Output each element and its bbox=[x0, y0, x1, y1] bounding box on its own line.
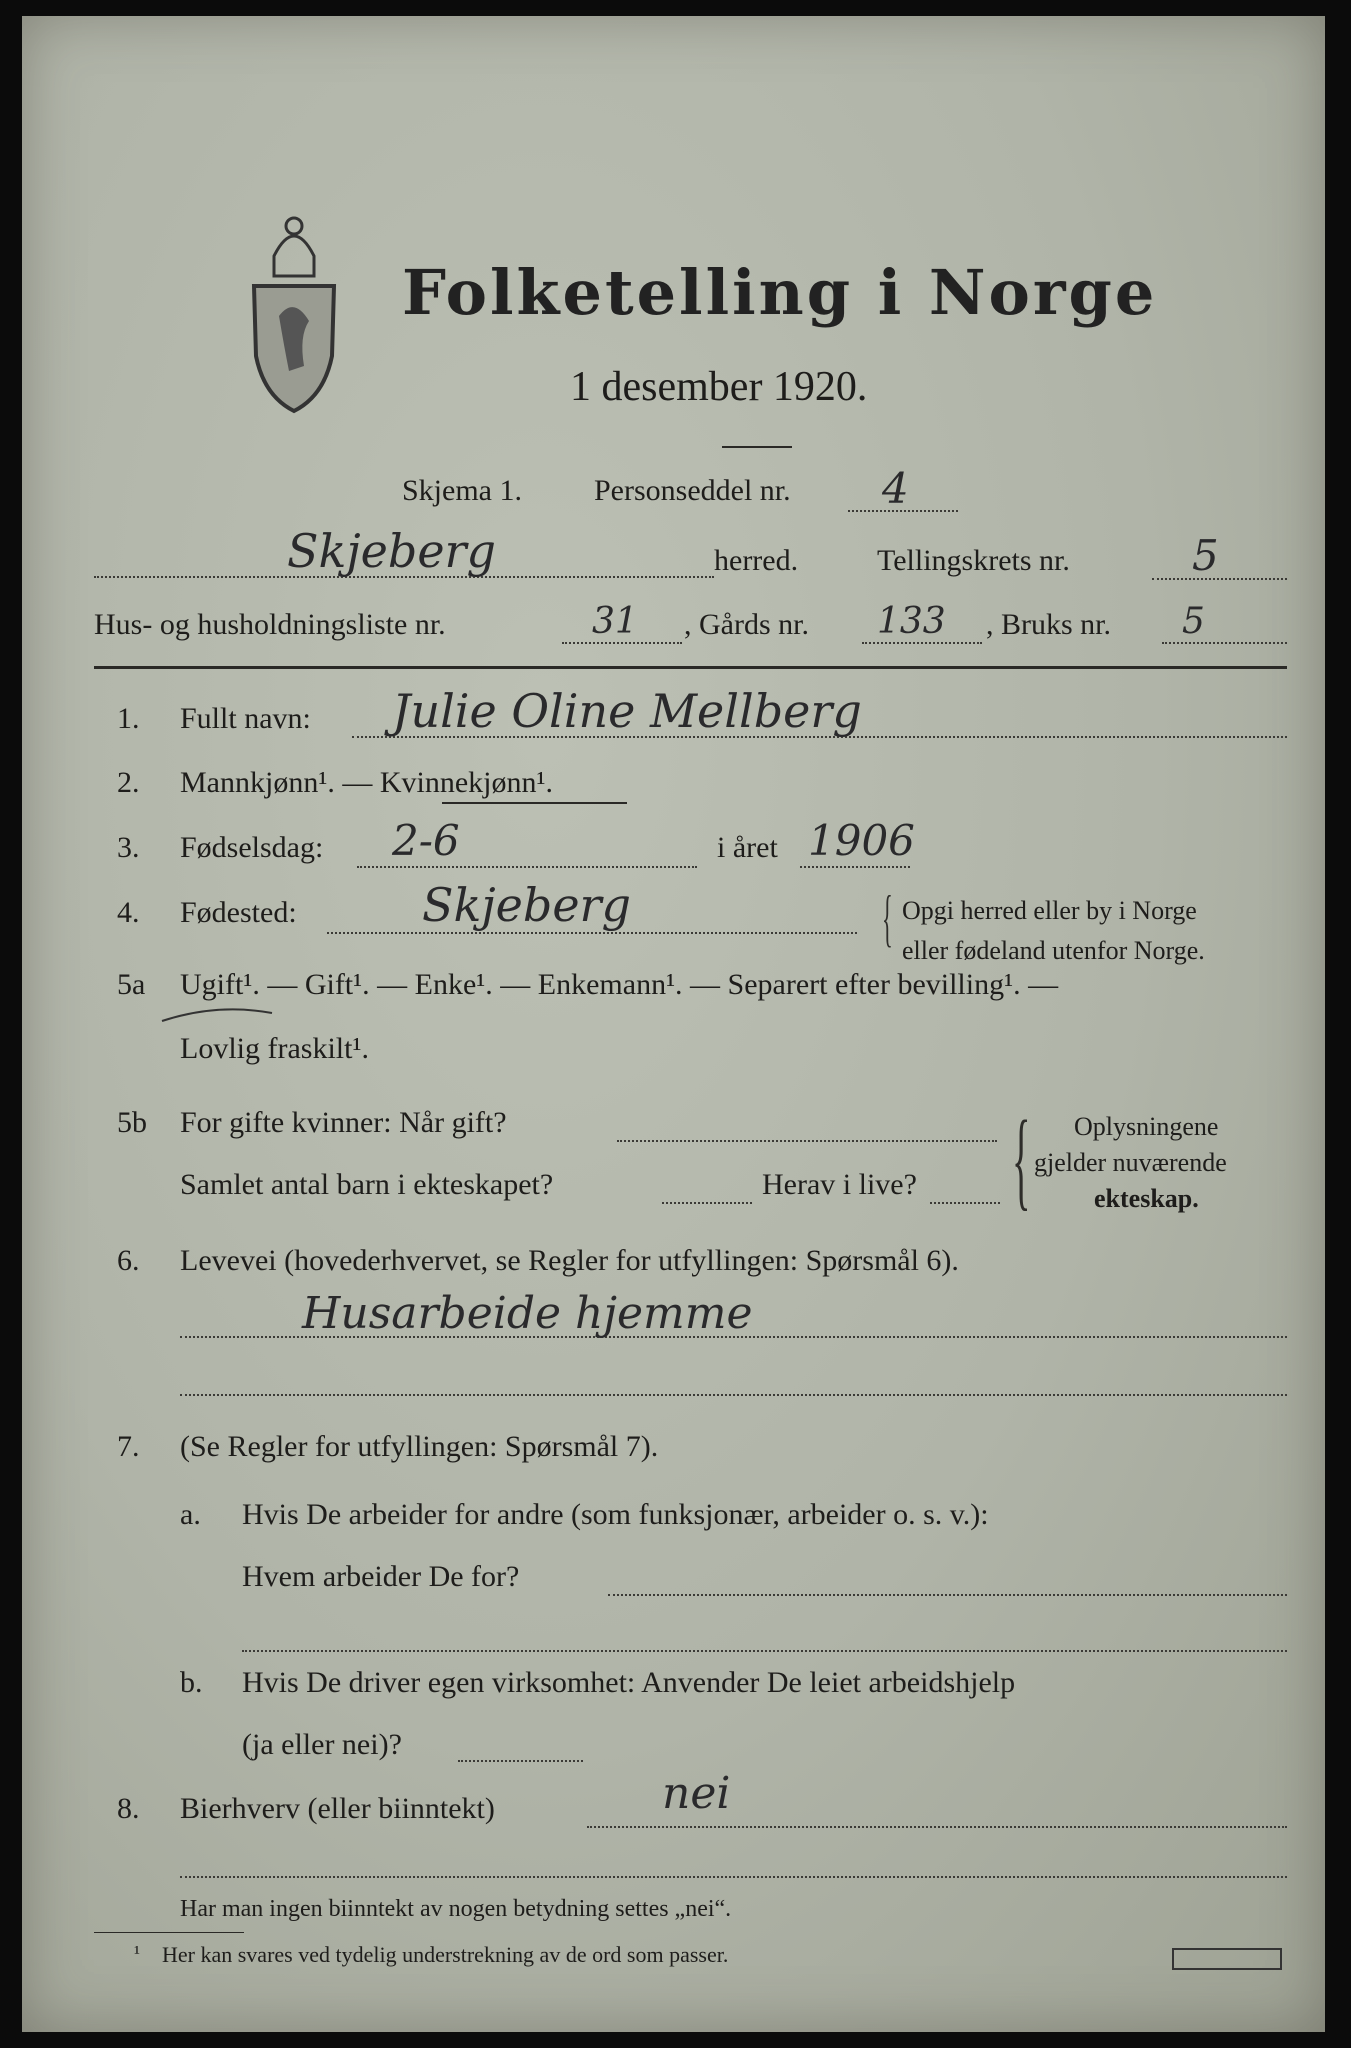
q5b-line1: For gifte kvinner: Når gift? bbox=[180, 1106, 507, 1139]
footnote-text: Her kan svares ved tydelig understrekning av de ord som passer. bbox=[162, 1942, 729, 1967]
hus-label: Hus- og husholdningsliste nr. bbox=[94, 608, 446, 641]
q4-label: Fødested: bbox=[180, 896, 297, 929]
q4-number: 4. bbox=[117, 896, 140, 929]
footnote-divider bbox=[94, 1932, 244, 1933]
q7a-line1: Hvis De arbeider for andre (som funksjonær, arbeider o. s. v.): bbox=[242, 1498, 989, 1531]
gards-line bbox=[862, 642, 982, 644]
header-divider bbox=[94, 666, 1287, 669]
q4-note-line2: eller fødeland utenfor Norge. bbox=[902, 936, 1205, 965]
herred-label: herred. bbox=[714, 544, 799, 577]
footer-note: Har man ingen biinntekt av nogen betydning settes „nei“. bbox=[180, 1896, 732, 1922]
q7a-extra-line bbox=[242, 1650, 1287, 1652]
q5b-note3: ekteskap. bbox=[1094, 1184, 1199, 1213]
q1-value[interactable]: Julie Oline Mellberg bbox=[392, 684, 862, 738]
q3-year-label: i året bbox=[717, 831, 778, 864]
q5b-note2: gjelder nuværende bbox=[1034, 1148, 1227, 1177]
hus-line bbox=[562, 642, 682, 644]
q8-line bbox=[587, 1826, 1287, 1828]
q3-day-line bbox=[357, 866, 697, 868]
q6-label: Levevei (hovederhvervet, se Regler for utfyllingen: Spørsmål 6). bbox=[180, 1244, 959, 1277]
q5b-note1: Oplysningene bbox=[1074, 1112, 1219, 1141]
title-divider bbox=[722, 446, 792, 448]
q4-value[interactable]: Skjeberg bbox=[422, 878, 631, 932]
census-date: 1 desember 1920. bbox=[570, 364, 868, 410]
personseddel-value[interactable]: 4 bbox=[882, 464, 909, 513]
q7-number: 7. bbox=[117, 1430, 140, 1463]
gards-value[interactable]: 133 bbox=[877, 601, 946, 642]
page-title: Folketelling i Norge bbox=[402, 256, 1158, 329]
tellingskrets-line bbox=[1152, 578, 1287, 580]
q8-value[interactable]: nei bbox=[662, 1768, 731, 1819]
q4-brace: { bbox=[882, 882, 893, 953]
coat-of-arms-icon bbox=[244, 196, 344, 416]
q5b-children-line bbox=[662, 1202, 752, 1204]
q6-value[interactable]: Husarbeide hjemme bbox=[302, 1288, 753, 1339]
herred-value[interactable]: Skjeberg bbox=[287, 524, 496, 578]
q3-year-line bbox=[800, 866, 910, 868]
q4-line bbox=[327, 932, 857, 934]
q7a-letter: a. bbox=[180, 1498, 201, 1531]
q5b-alive-line bbox=[930, 1202, 1000, 1204]
q5b-married-line bbox=[617, 1140, 997, 1142]
tellingskrets-value[interactable]: 5 bbox=[1192, 531, 1219, 580]
bruks-line bbox=[1162, 642, 1287, 644]
printer-stamp bbox=[1172, 1948, 1282, 1970]
q5a-line2: Lovlig fraskilt¹. bbox=[180, 1032, 369, 1065]
q5b-line2b: Herav i live? bbox=[762, 1168, 917, 1201]
q8-extra-line bbox=[180, 1876, 1287, 1878]
bruks-value[interactable]: 5 bbox=[1182, 601, 1205, 642]
q3-year-value[interactable]: 1906 bbox=[808, 816, 915, 865]
q3-value[interactable]: 2-6 bbox=[392, 816, 460, 865]
q5b-line2: Samlet antal barn i ekteskapet? bbox=[180, 1168, 554, 1201]
census-form-sheet bbox=[22, 16, 1325, 2032]
schema-label: Skjema 1. bbox=[402, 474, 522, 507]
footnote-mark: ¹ bbox=[134, 1942, 140, 1964]
q5a-line1: Ugift¹. — Gift¹. — Enke¹. — Enkemann¹. — Separert efter bevilling¹. — bbox=[180, 968, 1059, 1001]
q1-number: 1. bbox=[117, 702, 140, 735]
q7b-line1: Hvis De driver egen virksomhet: Anvender De leiet arbeidshjelp bbox=[242, 1666, 1016, 1699]
q2-underline-kvinnekjonn bbox=[442, 802, 627, 804]
bruks-label: , Bruks nr. bbox=[986, 608, 1112, 641]
q4-note-line1: Opgi herred eller by i Norge bbox=[902, 896, 1197, 925]
q2-label: Mannkjønn¹. — Kvinnekjønn¹. bbox=[180, 766, 553, 799]
tellingskrets-label: Tellingskrets nr. bbox=[877, 544, 1070, 577]
q5b-number: 5b bbox=[117, 1106, 147, 1139]
q3-label: Fødselsdag: bbox=[180, 831, 324, 864]
q7a-employer-line bbox=[608, 1594, 1287, 1596]
q7-label: (Se Regler for utfyllingen: Spørsmål 7). bbox=[180, 1430, 659, 1463]
q7b-answer-line bbox=[458, 1760, 583, 1762]
q6-line2 bbox=[180, 1394, 1287, 1396]
q3-number: 3. bbox=[117, 831, 140, 864]
q5b-brace: { bbox=[1012, 1098, 1031, 1220]
q7b-line2: (ja eller nei)? bbox=[242, 1728, 402, 1761]
q7b-letter: b. bbox=[180, 1666, 203, 1699]
q6-number: 6. bbox=[117, 1244, 140, 1277]
gards-label: , Gårds nr. bbox=[684, 608, 809, 641]
q8-number: 8. bbox=[117, 1792, 140, 1825]
q5a-number: 5a bbox=[117, 968, 146, 1001]
personseddel-label: Personseddel nr. bbox=[594, 474, 791, 507]
q8-label: Bierhverv (eller biinntekt) bbox=[180, 1792, 495, 1825]
q7a-line2: Hvem arbeider De for? bbox=[242, 1560, 520, 1593]
q2-number: 2. bbox=[117, 766, 140, 799]
hus-value[interactable]: 31 bbox=[592, 601, 638, 642]
q1-label: Fullt navn: bbox=[180, 702, 311, 735]
q5a-ugift-mark bbox=[157, 1001, 277, 1031]
